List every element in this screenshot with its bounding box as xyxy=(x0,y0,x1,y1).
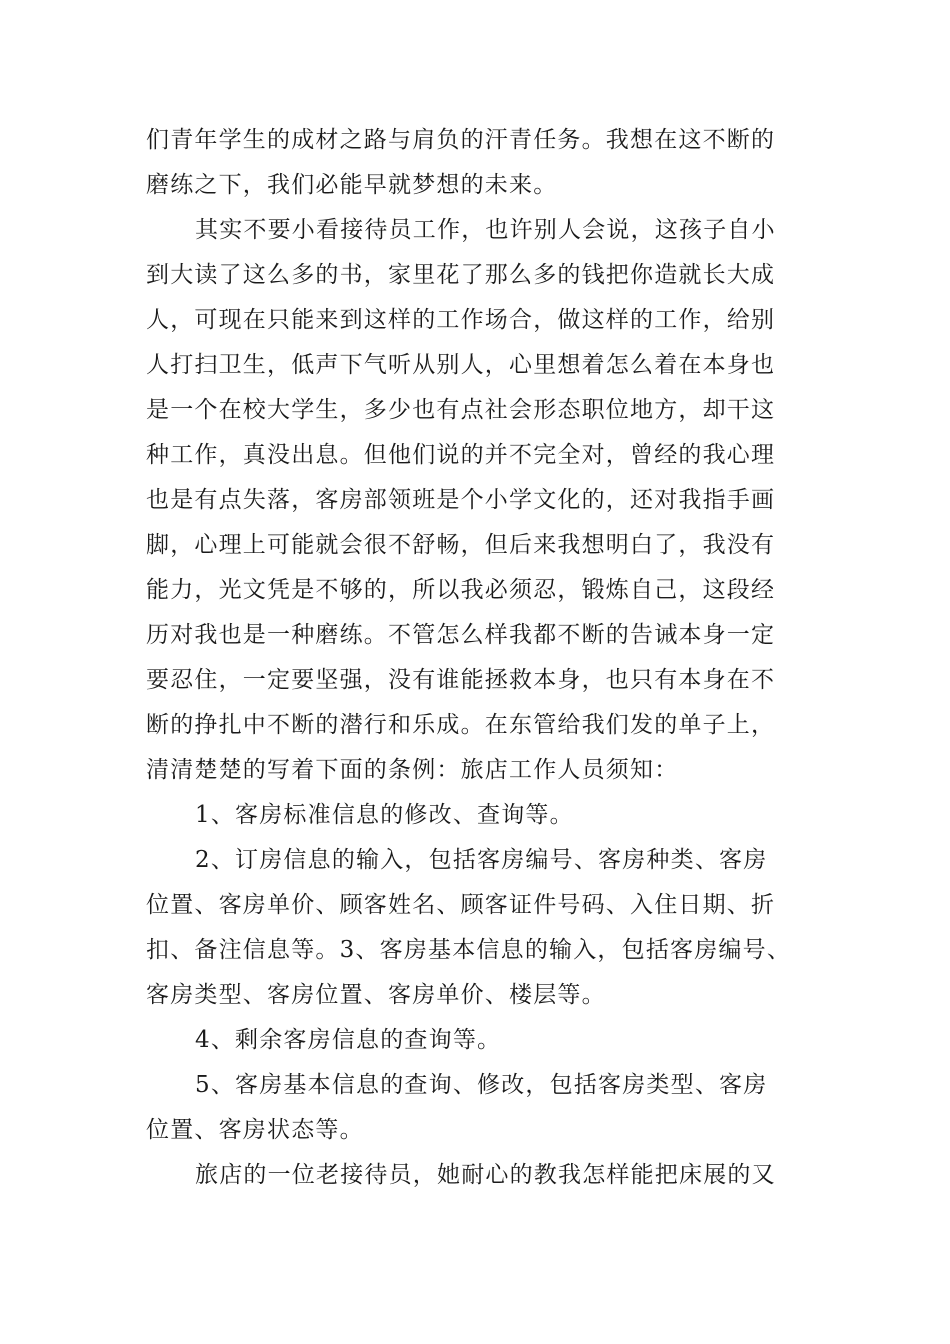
list-item: 4、剩余客房信息的查询等。 xyxy=(195,1027,502,1053)
text-line: 其实不要小看接待员工作，也许别人会说，这孩子自小 xyxy=(195,217,776,243)
list-item: 5、客房基本信息的查询、修改，包括客房类型、客房 xyxy=(195,1072,768,1098)
text-line: 到大读了这么多的书，家里花了那么多的钱把你造就长大成 xyxy=(146,262,776,288)
text-line: 也是有点失落，客房部领班是个小学文化的，还对我指手画 xyxy=(146,487,776,513)
text-line: 磨练之下，我们必能早就梦想的未来。 xyxy=(146,172,558,198)
text-line: 是一个在校大学生，多少也有点社会形态职位地方，却干这 xyxy=(146,397,776,423)
text-line: 旅店的一位老接待员，她耐心的教我怎样能把床展的又 xyxy=(195,1162,776,1188)
text-line: 人，可现在只能来到这样的工作场合，做这样的工作，给别 xyxy=(146,307,776,333)
text-line: 要忍住，一定要坚强，没有谁能拯救本身，也只有本身在不 xyxy=(146,667,776,693)
body-text xyxy=(146,118,836,1198)
list-item: 1、客房标准信息的修改、查询等。 xyxy=(195,802,574,828)
text-line: 种工作，真没出息。但他们说的并不完全对，曾经的我心理 xyxy=(146,442,776,468)
text-line: 能力，光文凭是不够的，所以我必须忍，锻炼自己，这段经 xyxy=(146,577,776,603)
text-line: 清清楚楚的写着下面的条例：旅店工作人员须知： xyxy=(146,757,679,783)
text-line: 们青年学生的成材之路与肩负的汗青任务。我想在这不断的 xyxy=(146,127,776,153)
text-line: 人打扫卫生，低声下气听从别人，心里想着怎么着在本身也 xyxy=(146,352,776,378)
text-line: 扣、备注信息等。3、客房基本信息的输入，包括客房编号、 xyxy=(146,937,792,963)
text-line: 位置、客房状态等。 xyxy=(146,1117,364,1143)
list-item: 2、订房信息的输入，包括客房编号、客房种类、客房 xyxy=(195,847,768,873)
text-line: 位置、客房单价、顾客姓名、顾客证件号码、入住日期、折 xyxy=(146,892,776,918)
text-line: 客房类型、客房位置、客房单价、楼层等。 xyxy=(146,982,606,1008)
text-line: 断的挣扎中不断的潜行和乐成。在东管给我们发的单子上， xyxy=(146,712,776,738)
text-line: 历对我也是一种磨练。不管怎么样我都不断的告诫本身一定 xyxy=(146,622,776,648)
text-line: 脚，心理上可能就会很不舒畅，但后来我想明白了，我没有 xyxy=(146,532,776,558)
